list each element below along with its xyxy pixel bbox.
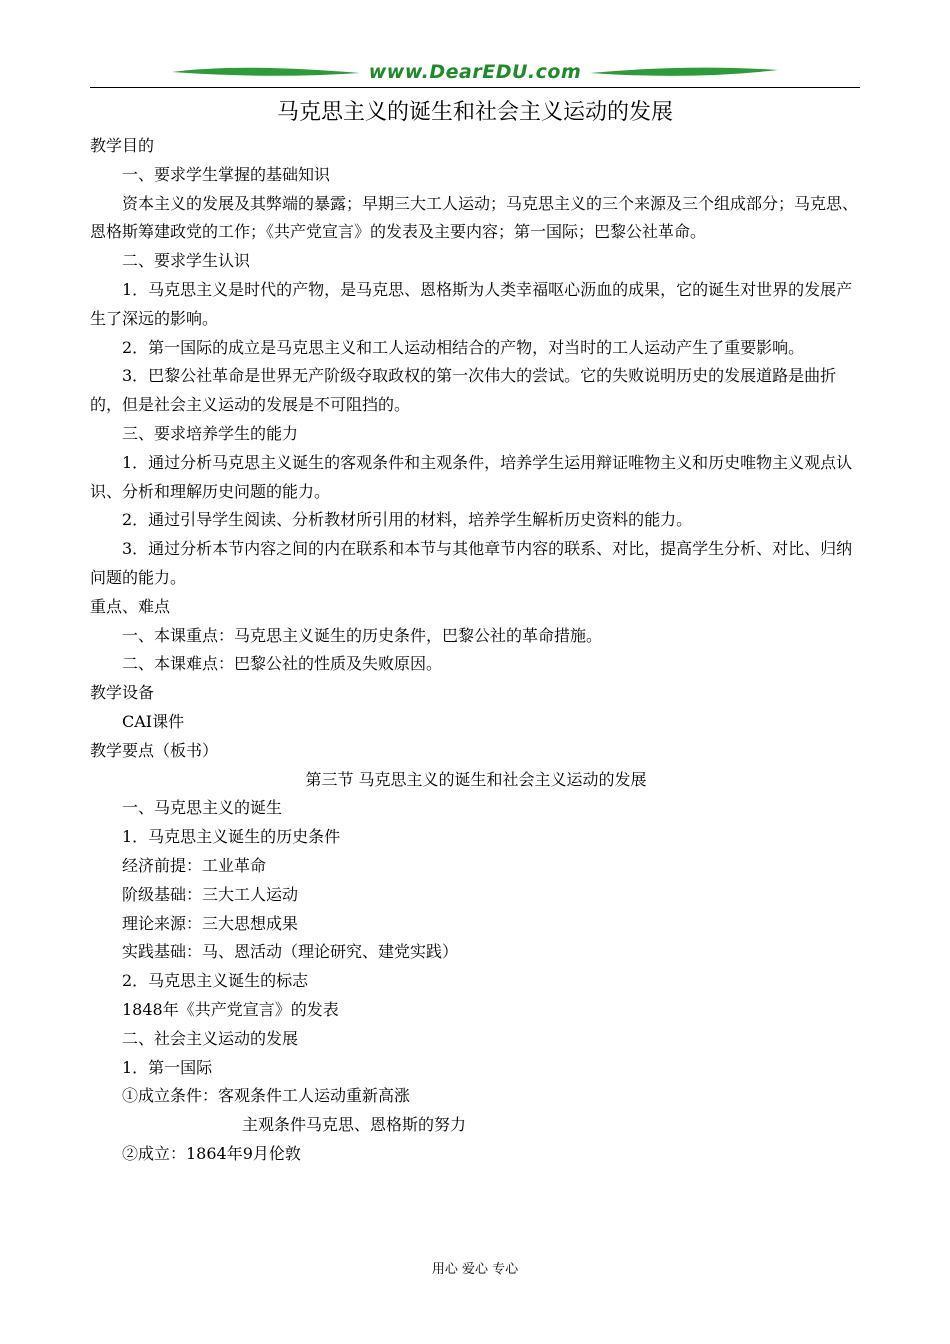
- outline-item: 主观条件马克思、恩格斯的努力: [242, 1115, 467, 1135]
- outline-item: 经济前提：工业革命: [122, 855, 267, 875]
- body-paragraph: 资本主义的发展及其弊端的暴露；早期三大工人运动；马克思主义的三个来源及三个组成部分；马克思、恩格斯筹建政党的工作；《共产党宣言》的发表及主要内容；第一国际；巴黎公社革命。: [90, 193, 859, 242]
- section-heading: 教学目的: [90, 136, 155, 155]
- body-paragraph: 一、本课重点：马克思主义诞生的历史条件，巴黎公社的革命措施。: [122, 625, 603, 645]
- outline-item: ②成立：1864年9月伦敦: [122, 1143, 301, 1163]
- body-paragraph: CAI课件: [122, 711, 185, 731]
- section-heading: 重点、难点: [90, 596, 171, 616]
- outline-item: 1．第一国际: [122, 1057, 213, 1077]
- subsection-heading: 三、要求培养学生的能力: [122, 423, 299, 443]
- body-paragraph: 3．巴黎公社革命是世界无产阶级夺取政权的第一次伟大的尝试。它的失败说明历史的发展道路是曲折的，但是社会主义运动的发展是不可阻挡的。: [90, 366, 837, 415]
- outline-item: 1．马克思主义诞生的历史条件: [122, 827, 341, 847]
- body-paragraph: 3．通过分析本节内容之间的内在联系和本节与其他章节内容的联系、对比，提高学生分析、对比、归纳问题的能力。: [90, 539, 853, 587]
- outline-item: 1848年《共产党宣言》的发表: [122, 999, 339, 1019]
- section-heading: 教学要点（板书）: [90, 740, 219, 760]
- outline-item: 阶级基础：三大工人运动: [122, 884, 299, 904]
- body-paragraph: 2．通过引导学生阅读、分析教材所引用的材料，培养学生解析历史资料的能力。: [122, 510, 693, 530]
- outline-item: 理论来源：三大思想成果: [122, 913, 299, 933]
- header-divider: [90, 87, 860, 88]
- document-body: [90, 132, 862, 1169]
- section-heading: 教学设备: [90, 683, 155, 703]
- outline-item: 一、马克思主义的诞生: [122, 798, 283, 818]
- page-footer: 用心 爱心 专心: [431, 1262, 519, 1277]
- outline-item: 二、社会主义运动的发展: [122, 1028, 299, 1048]
- subsection-heading: 一、要求学生掌握的基础知识: [122, 164, 331, 184]
- board-title: 第三节 马克思主义的诞生和社会主义运动的发展: [305, 769, 647, 789]
- site-logo-text: www.DearEDU.com: [368, 61, 582, 83]
- body-paragraph: 1．马克思主义是时代的产物，是马克思、恩格斯为人类幸福呕心沥血的成果，它的诞生对世界的发展产生了深远的影响。: [90, 279, 853, 328]
- body-paragraph: 1．通过分析马克思主义诞生的客观条件和主观条件，培养学生运用辩证唯物主义和历史唯物主义观点认识、分析和理解历史问题的能力。: [90, 452, 853, 501]
- page-title: 马克思主义的诞生和社会主义运动的发展: [276, 100, 673, 125]
- outline-item: 2．马克思主义诞生的标志: [122, 971, 309, 991]
- body-paragraph: 二、本课难点：巴黎公社的性质及失败原因。: [122, 654, 443, 674]
- subsection-heading: 二、要求学生认识: [122, 251, 251, 271]
- site-header-banner: [90, 58, 860, 90]
- outline-item: ①成立条件：客观条件工人运动重新高涨: [122, 1086, 411, 1106]
- outline-item: 实践基础：马、恩活动（理论研究、建党实践）: [122, 942, 459, 962]
- body-paragraph: 2．第一国际的成立是马克思主义和工人运动相结合的产物，对当时的工人运动产生了重要影响。: [122, 337, 805, 357]
